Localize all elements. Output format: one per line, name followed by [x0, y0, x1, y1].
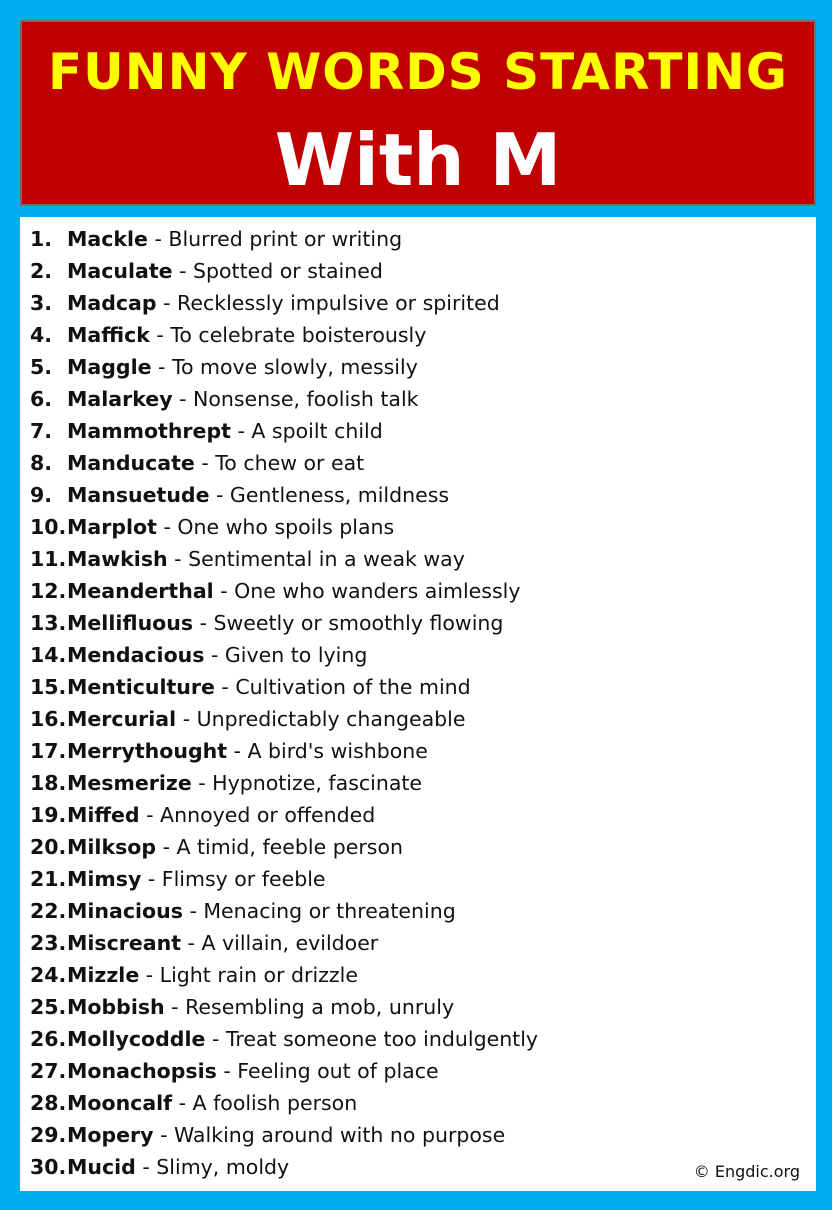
- item-definition: - A bird's wishbone: [227, 739, 428, 763]
- item-word: Mooncalf: [67, 1091, 173, 1115]
- item-definition: - A spoilt child: [230, 419, 383, 443]
- item-word: Manducate: [67, 451, 195, 475]
- list-item: [30, 895, 538, 927]
- item-number: 15.: [30, 675, 67, 699]
- item-number: 4.: [30, 323, 53, 347]
- list-item: [30, 479, 538, 511]
- item-number: 11.: [30, 547, 67, 571]
- item-word: Miffed: [67, 803, 140, 827]
- item-number: 2.: [30, 259, 53, 283]
- item-word: Mellifluous: [67, 611, 194, 635]
- credit-text: © Engdic.org: [693, 1162, 800, 1181]
- list-item: [30, 927, 538, 959]
- item-word: Maffick: [67, 323, 150, 347]
- item-number: 17.: [30, 739, 67, 763]
- item-definition: - Light rain or drizzle: [139, 963, 358, 987]
- item-word: Mopery: [67, 1123, 154, 1147]
- list-item: [30, 415, 538, 447]
- item-word: Mackle: [67, 227, 148, 251]
- list-item: [30, 959, 538, 991]
- word-list-panel: [20, 217, 816, 1191]
- item-definition: - Blurred print or writing: [147, 227, 403, 251]
- item-word: Milksop: [67, 835, 157, 859]
- item-definition: - Hypnotize, fascinate: [191, 771, 423, 795]
- item-definition: - Slimy, moldy: [135, 1155, 290, 1179]
- item-number: 30.: [30, 1155, 67, 1179]
- item-number: 24.: [30, 963, 67, 987]
- list-item: [30, 1055, 538, 1087]
- item-word: Mercurial: [67, 707, 177, 731]
- item-definition: - Menacing or threatening: [182, 899, 456, 923]
- list-item: [30, 1151, 538, 1183]
- item-definition: - Unpredictably changeable: [176, 707, 466, 731]
- title-line-1: FUNNY WORDS STARTING: [48, 43, 788, 101]
- item-definition: - Sweetly or smoothly flowing: [193, 611, 504, 635]
- item-number: 25.: [30, 995, 67, 1019]
- item-number: 27.: [30, 1059, 67, 1083]
- item-definition: - Sentimental in a weak way: [167, 547, 465, 571]
- item-number: 16.: [30, 707, 67, 731]
- item-word: Maculate: [67, 259, 173, 283]
- item-definition: - Annoyed or offended: [139, 803, 376, 827]
- list-item: [30, 799, 538, 831]
- item-definition: - Nonsense, foolish talk: [172, 387, 419, 411]
- item-definition: - Treat someone too indulgently: [205, 1027, 539, 1051]
- list-item: [30, 639, 538, 671]
- item-definition: - A timid, feeble person: [156, 835, 404, 859]
- item-word: Mawkish: [67, 547, 168, 571]
- item-definition: - A villain, evildoer: [181, 931, 379, 955]
- list-item: [30, 575, 538, 607]
- item-definition: - To chew or eat: [194, 451, 365, 475]
- item-definition: - Resembling a mob, unruly: [164, 995, 455, 1019]
- item-word: Mimsy: [67, 867, 142, 891]
- list-item: [30, 671, 538, 703]
- list-item: [30, 287, 538, 319]
- item-word: Menticulture: [67, 675, 215, 699]
- item-number: 1.: [30, 227, 53, 251]
- item-definition: - Recklessly impulsive or spirited: [156, 291, 500, 315]
- item-number: 26.: [30, 1027, 67, 1051]
- item-number: 20.: [30, 835, 67, 859]
- item-number: 10.: [30, 515, 67, 539]
- list-item: [30, 447, 538, 479]
- item-word: Mendacious: [67, 643, 205, 667]
- item-definition: - Given to lying: [204, 643, 368, 667]
- item-definition: - One who spoils plans: [156, 515, 395, 539]
- item-number: 21.: [30, 867, 67, 891]
- item-word: Mesmerize: [67, 771, 192, 795]
- item-definition: - To celebrate boisterously: [149, 323, 427, 347]
- list-item: [30, 831, 538, 863]
- list-item: [30, 607, 538, 639]
- item-number: 6.: [30, 387, 53, 411]
- item-number: 22.: [30, 899, 67, 923]
- item-word: Mizzle: [67, 963, 140, 987]
- item-number: 3.: [30, 291, 53, 315]
- list-item: [30, 255, 538, 287]
- item-number: 23.: [30, 931, 67, 955]
- list-item: [30, 703, 538, 735]
- list-item: [30, 543, 538, 575]
- item-definition: - A foolish person: [172, 1091, 358, 1115]
- item-number: 7.: [30, 419, 53, 443]
- list-item: [30, 1087, 538, 1119]
- item-number: 5.: [30, 355, 53, 379]
- item-word: Mansuetude: [67, 483, 210, 507]
- item-definition: - One who wanders aimlessly: [213, 579, 521, 603]
- item-word: Minacious: [67, 899, 183, 923]
- list-item: [30, 863, 538, 895]
- item-word: Monachopsis: [67, 1059, 217, 1083]
- item-definition: - Feeling out of place: [216, 1059, 439, 1083]
- item-number: 9.: [30, 483, 53, 507]
- title-line-2: With M: [274, 118, 562, 202]
- list-item: [30, 735, 538, 767]
- list-item: [30, 351, 538, 383]
- list-item: [30, 319, 538, 351]
- list-item: [30, 767, 538, 799]
- item-word: Maggle: [67, 355, 152, 379]
- item-word: Mammothrept: [67, 419, 231, 443]
- item-word: Mobbish: [67, 995, 165, 1019]
- word-list: [30, 223, 538, 1183]
- item-number: 12.: [30, 579, 67, 603]
- item-word: Mollycoddle: [67, 1027, 206, 1051]
- list-item: [30, 383, 538, 415]
- list-item: [30, 991, 538, 1023]
- list-item: [30, 1023, 538, 1055]
- item-definition: - To move slowly, messily: [151, 355, 418, 379]
- item-word: Malarkey: [67, 387, 173, 411]
- item-number: 8.: [30, 451, 53, 475]
- title-banner: [20, 20, 816, 206]
- item-word: Madcap: [67, 291, 157, 315]
- item-number: 19.: [30, 803, 67, 827]
- list-item: [30, 1119, 538, 1151]
- list-item: [30, 511, 538, 543]
- item-word: Merrythought: [67, 739, 228, 763]
- item-word: Miscreant: [67, 931, 182, 955]
- item-definition: - Spotted or stained: [172, 259, 383, 283]
- item-word: Meanderthal: [67, 579, 214, 603]
- item-word: Marplot: [67, 515, 157, 539]
- item-definition: - Gentleness, mildness: [209, 483, 450, 507]
- item-number: 14.: [30, 643, 67, 667]
- item-number: 29.: [30, 1123, 67, 1147]
- item-number: 18.: [30, 771, 67, 795]
- list-item: [30, 223, 538, 255]
- item-definition: - Cultivation of the mind: [214, 675, 471, 699]
- item-definition: - Walking around with no purpose: [153, 1123, 506, 1147]
- item-number: 13.: [30, 611, 67, 635]
- item-number: 28.: [30, 1091, 67, 1115]
- item-word: Mucid: [67, 1155, 136, 1179]
- item-definition: - Flimsy or feeble: [141, 867, 326, 891]
